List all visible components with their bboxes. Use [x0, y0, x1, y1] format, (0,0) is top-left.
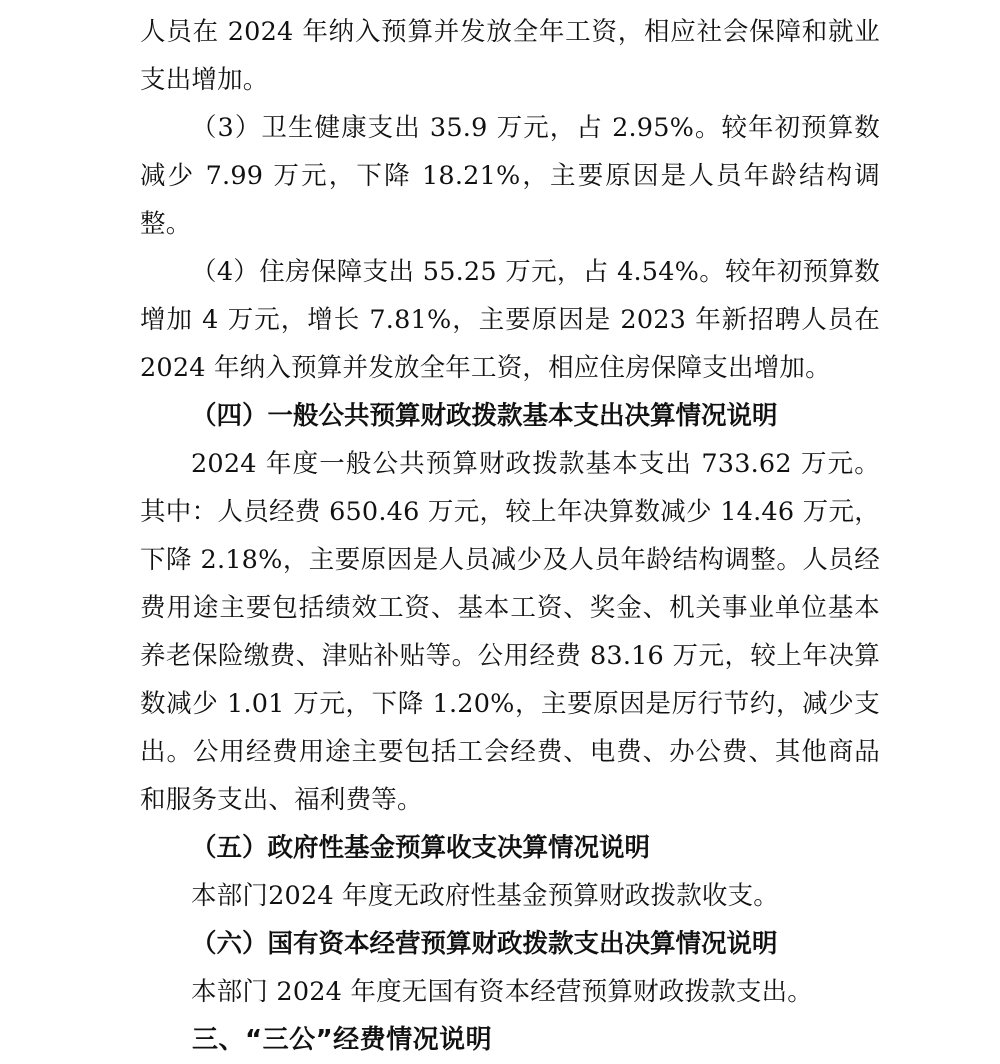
paragraph-government-fund: 本部门2024 年度无政府性基金预算财政拨款收支。	[191, 881, 780, 911]
paragraph-item-3-health: （3）卫生健康支出 35.9 万元，占 2.95%。较年初预算数减少 7.99 万元，下降 18.21%，主要原因是人员年龄结构调整。	[140, 113, 880, 239]
paragraph-state-capital: 本部门 2024 年度无国有资本经营预算财政拨款支出。	[191, 977, 814, 1007]
heading-section-six: （六）国有资本经营预算财政拨款支出决算情况说明	[191, 929, 778, 959]
heading-section-five: （五）政府性基金预算收支决算情况说明	[191, 833, 651, 863]
paragraph-item-4-housing: （4）住房保障支出 55.25 万元，占 4.54%。较年初预算数增加 4 万元，增长 7.81%，主要原因是 2023 年新招聘人员在 2024 年纳入预算并发放全年工资，相应住房保障支出增加。	[140, 257, 880, 383]
heading-section-three-major: 三、“三公”经费情况说明	[192, 1025, 493, 1055]
paragraph-continuation: 人员在 2024 年纳入预算并发放全年工资，相应社会保障和就业支出增加。	[140, 17, 880, 95]
paragraph-basic-expenditure: 2024 年度一般公共预算财政拨款基本支出 733.62 万元。其中：人员经费 650.46 万元，较上年决算数减少 14.46 万元，下降 2.18%，主要原因是人员减少及人员年龄结构调整。人员经费用途主要包括绩效工资、基本工资、奖金、机关事业单位基本养老保险缴费、津贴补贴等。公用经费 83.16 万元，较上年决算数减少 1.01 万元，下降 1.20%，主要原因是厉行节约，减少支出。公用经费用途主要包括工会经费、电费、办公费、其他商品和服务支出、福利费等。	[140, 449, 880, 815]
heading-section-four: （四）一般公共预算财政拨款基本支出决算情况说明	[191, 401, 778, 431]
